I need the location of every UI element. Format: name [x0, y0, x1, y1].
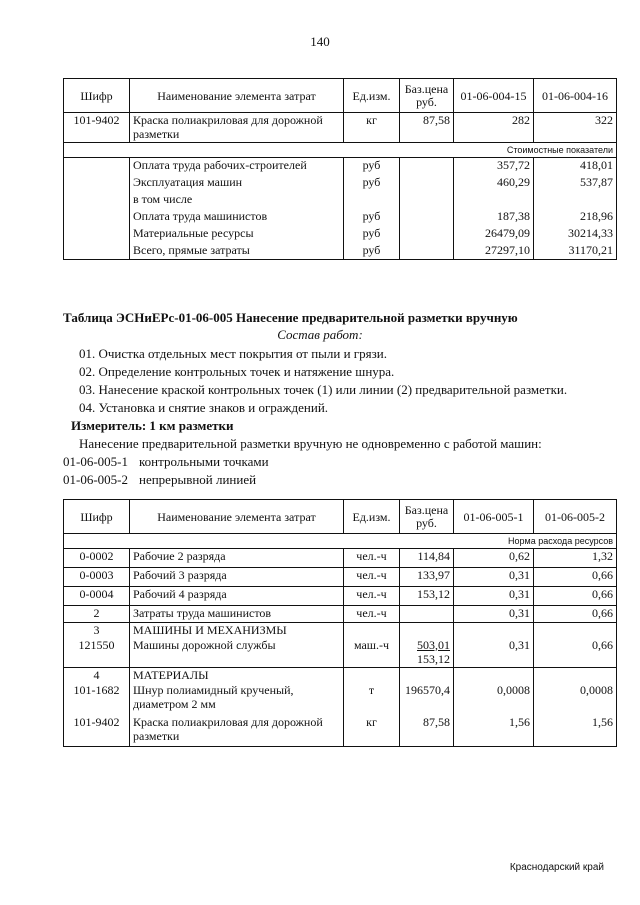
column-header: Наименование элемента затрат	[130, 500, 344, 534]
value-cell: 0,66	[534, 638, 617, 668]
name-cell: Шнур полиамидный крученый, диаметром 2 мм	[130, 683, 344, 715]
cost-unit: руб	[344, 226, 400, 243]
code-cell: 101-1682	[64, 683, 130, 715]
column-header: Ед.изм.	[344, 500, 400, 534]
value-cell: 0,66	[534, 568, 617, 587]
unit-cell: чел.-ч	[344, 549, 400, 568]
cost-name: Всего, прямые затраты	[130, 243, 344, 260]
price-cell: 196570,4	[400, 683, 454, 715]
unit-cell: маш.-ч	[344, 638, 400, 668]
column-header: Ед.изм.	[344, 79, 400, 113]
value-cell: 0,66	[534, 587, 617, 606]
cost-value: 460,29	[454, 175, 534, 192]
meter-label: Измеритель: 1 км разметки	[71, 418, 234, 433]
empty-cell	[64, 209, 130, 226]
section-subtitle: Состав работ:	[277, 327, 363, 342]
table-row	[64, 587, 617, 606]
value-cell: 0,31	[454, 606, 534, 623]
column-header: 01-06-005-1	[454, 500, 534, 534]
empty-cell	[534, 668, 617, 683]
value-cell: 1,32	[534, 549, 617, 568]
column-header: Баз.цена руб.	[400, 79, 454, 113]
empty-cell	[400, 192, 454, 209]
price-cell: 153,12	[400, 587, 454, 606]
price-cell: 114,84	[400, 549, 454, 568]
empty-cell	[400, 175, 454, 192]
price-cell	[400, 638, 454, 668]
work-item: 03. Нанесение краской контрольных точек (1) или линии (2) предварительной разметки.	[79, 382, 568, 397]
value-cell: 0,31	[454, 638, 534, 668]
value-cell: 0,66	[534, 606, 617, 623]
cost-unit: руб	[344, 243, 400, 260]
value-cell: 0,0008	[454, 683, 534, 715]
code-cell: 0-0003	[64, 568, 130, 587]
section-title: Таблица ЭСНиЕРс-01-06-005 Нанесение предварительной разметки вручную	[63, 310, 518, 325]
cost-value: 537,87	[534, 175, 617, 192]
work-item: 02. Определение контрольных точек и натяжение шнура.	[79, 364, 395, 379]
section-name: МАШИНЫ И МЕХАНИЗМЫ	[130, 623, 344, 638]
footer-region: Краснодарский край	[509, 862, 604, 873]
cost-value	[534, 192, 617, 209]
cost-name: Эксплуатация машин	[130, 175, 344, 192]
table-row	[64, 209, 617, 226]
table-header-row	[64, 79, 617, 113]
column-header: Наименование элемента затрат	[130, 79, 344, 113]
unit-cell: чел.-ч	[344, 606, 400, 623]
empty-cell	[344, 623, 400, 638]
code-cell: 0-0002	[64, 549, 130, 568]
cost-value: 30214,33	[534, 226, 617, 243]
variant-name: непрерывной линией	[139, 472, 257, 487]
cost-value: 31170,21	[534, 243, 617, 260]
section-description: Нанесение предварительной разметки вручную не одновременно с работой машин:	[79, 436, 542, 451]
cost-value: 357,72	[454, 158, 534, 175]
empty-cell	[64, 192, 130, 209]
cost-value: 26479,09	[454, 226, 534, 243]
column-header: Шифр	[64, 79, 130, 113]
work-item: 01. Очистка отдельных мест покрытия от пыли и грязи.	[79, 346, 387, 361]
empty-cell	[64, 158, 130, 175]
name-cell: Рабочий 4 разряда	[130, 587, 344, 606]
name-cell: Рабочие 2 разряда	[130, 549, 344, 568]
name-cell: Затраты труда машинистов	[130, 606, 344, 623]
price-cell: 87,58	[400, 715, 454, 747]
table-row	[64, 226, 617, 243]
value-cell: 1,56	[454, 715, 534, 747]
table-row	[64, 113, 617, 143]
cost-value: 187,38	[454, 209, 534, 226]
code-cell: 2	[64, 606, 130, 623]
cost-unit	[344, 192, 400, 209]
table-row	[64, 243, 617, 260]
band-label: Стоимостные показатели	[64, 143, 617, 158]
empty-cell	[64, 226, 130, 243]
price-cell: 87,58	[400, 113, 454, 143]
price-top: 503,01	[417, 637, 450, 652]
empty-cell	[534, 623, 617, 638]
code-cell: 121550	[64, 638, 130, 668]
cost-table-004	[63, 78, 617, 260]
cost-name: Материальные ресурсы	[130, 226, 344, 243]
empty-cell	[400, 226, 454, 243]
table-row	[64, 568, 617, 587]
empty-cell	[400, 606, 454, 623]
price-bottom: 153,12	[417, 651, 450, 666]
value-cell: 322	[534, 113, 617, 143]
name-cell: Краска полиакриловая для дорожной разметки	[130, 113, 344, 143]
resource-table-005	[63, 499, 617, 747]
cost-unit: руб	[344, 158, 400, 175]
code-cell: 0-0004	[64, 587, 130, 606]
column-header: Шифр	[64, 500, 130, 534]
unit-cell: т	[344, 683, 400, 715]
table-row	[64, 683, 617, 715]
empty-cell	[400, 158, 454, 175]
value-cell: 1,56	[534, 715, 617, 747]
section-row	[64, 668, 617, 683]
column-header: 01-06-004-15	[454, 79, 534, 113]
section-code: 4	[64, 668, 130, 683]
unit-cell: кг	[344, 715, 400, 747]
empty-cell	[64, 243, 130, 260]
value-cell: 0,31	[454, 568, 534, 587]
unit-cell: чел.-ч	[344, 568, 400, 587]
value-cell: 0,62	[454, 549, 534, 568]
cost-unit: руб	[344, 209, 400, 226]
cost-name: в том числе	[130, 192, 344, 209]
section-name: МАТЕРИАЛЫ	[130, 668, 344, 683]
empty-cell	[454, 668, 534, 683]
empty-cell	[400, 209, 454, 226]
unit-cell: кг	[344, 113, 400, 143]
table-row	[64, 715, 617, 747]
cost-name: Оплата труда машинистов	[130, 209, 344, 226]
unit-cell: чел.-ч	[344, 587, 400, 606]
column-header: 01-06-005-2	[534, 500, 617, 534]
name-cell: Краска полиакриловая для дорожной разметки	[130, 715, 344, 747]
variant-code: 01-06-005-2	[63, 472, 128, 487]
code-cell: 101-9402	[64, 113, 130, 143]
column-header: 01-06-004-16	[534, 79, 617, 113]
price-cell: 133,97	[400, 568, 454, 587]
table-header-row	[64, 500, 617, 534]
name-cell: Машины дорожной службы	[130, 638, 344, 668]
empty-cell	[64, 175, 130, 192]
empty-cell	[344, 668, 400, 683]
cost-name: Оплата труда рабочих-строителей	[130, 158, 344, 175]
cost-value	[454, 192, 534, 209]
value-cell: 0,31	[454, 587, 534, 606]
code-cell: 101-9402	[64, 715, 130, 747]
table-row	[64, 192, 617, 209]
empty-cell	[400, 623, 454, 638]
table-row	[64, 606, 617, 623]
name-cell: Рабочий 3 разряда	[130, 568, 344, 587]
cost-value: 218,96	[534, 209, 617, 226]
column-header: Баз.цена руб.	[400, 500, 454, 534]
value-cell: 282	[454, 113, 534, 143]
cost-unit: руб	[344, 175, 400, 192]
empty-cell	[400, 243, 454, 260]
value-cell: 0,0008	[534, 683, 617, 715]
variant-code: 01-06-005-1	[63, 454, 128, 469]
band-row	[64, 143, 617, 158]
empty-cell	[400, 668, 454, 683]
table-row	[64, 549, 617, 568]
page-number: 140	[310, 34, 330, 49]
table-row	[64, 175, 617, 192]
variant-name: контрольными точками	[139, 454, 269, 469]
table-row	[64, 638, 617, 668]
table-row	[64, 158, 617, 175]
empty-cell	[454, 623, 534, 638]
section-row	[64, 623, 617, 638]
band-row	[64, 534, 617, 549]
cost-value: 418,01	[534, 158, 617, 175]
section-code: 3	[64, 623, 130, 638]
work-item: 04. Установка и снятие знаков и ограждений.	[79, 400, 329, 415]
band-label: Норма расхода ресурсов	[64, 534, 617, 549]
cost-value: 27297,10	[454, 243, 534, 260]
